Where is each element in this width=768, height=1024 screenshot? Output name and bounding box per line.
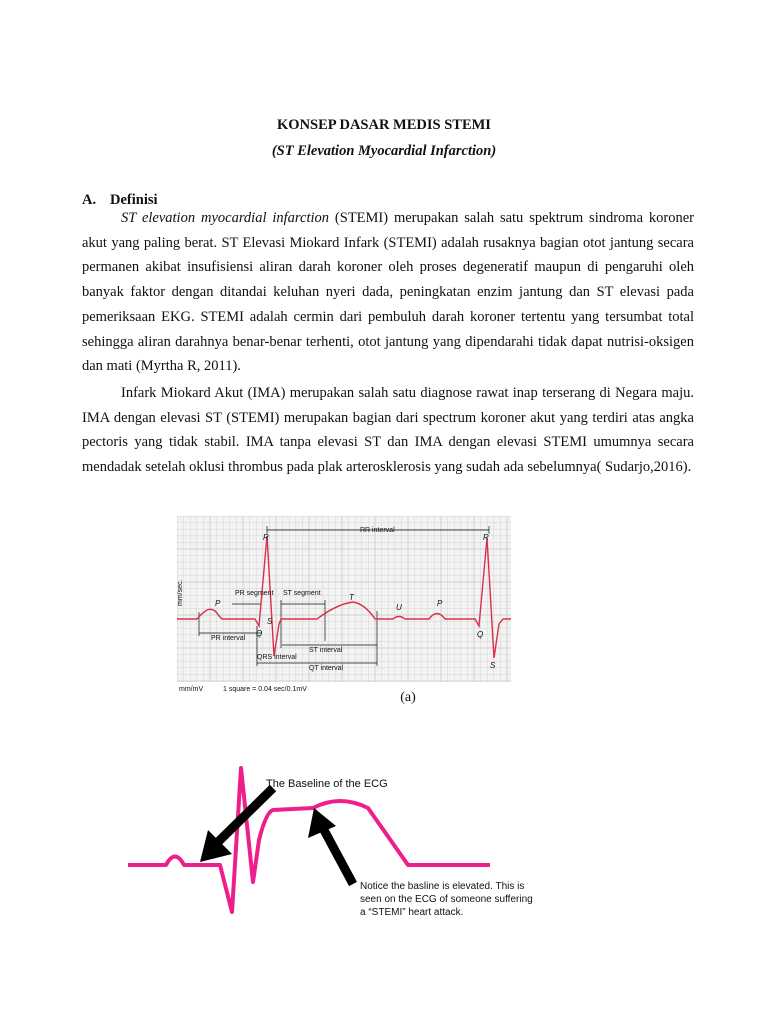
label-q: Q — [256, 629, 263, 638]
document-subtitle: (ST Elevation Myocardial Infarction) — [271, 143, 497, 159]
arrow-up-icon — [308, 808, 353, 884]
label-pr-interval: PR interval — [211, 635, 246, 642]
label-footer-left: mm/mV — [179, 686, 204, 693]
label-qt-interval: QT interval — [309, 665, 344, 672]
section-title: Definisi — [110, 192, 158, 208]
figure-a-caption: (a) — [400, 690, 416, 705]
document-title: KONSEP DASAR MEDIS STEMI — [277, 117, 491, 133]
label-st-segment: ST segment — [283, 590, 321, 597]
paragraph-2 — [82, 381, 694, 480]
label-qrs-interval: QRS interval — [257, 654, 297, 661]
section-number: A. — [82, 192, 97, 208]
label-s: S — [267, 617, 273, 626]
paragraph-1 — [82, 206, 694, 379]
label-q-2: Q — [477, 630, 484, 639]
label-r-2: R — [483, 533, 489, 542]
label-p: P — [215, 599, 221, 608]
baseline-label: The Baseline of the ECG — [266, 778, 388, 790]
label-footer-right: 1 square = 0.04 sec/0.1mV — [223, 686, 307, 693]
label-p-2: P — [437, 599, 443, 608]
ecg-diagram-a — [177, 516, 511, 694]
label-st-interval: ST interval — [309, 647, 343, 654]
label-t: T — [349, 593, 354, 602]
note-line-2: seen on the ECG of someone suffering — [360, 894, 533, 905]
label-pr-segment: PR segment — [235, 590, 274, 597]
paragraph-1-text: (STEMI) merupakan salah satu spektrum sindroma koroner akut yang paling berat. ST Elevasi Miokard Infark (STEMI) adalah rusaknya bagian otot jantung secara permanen akibat insufisiensi aliran darah koroner oleh proses degeneratif maupun di pengaruhi oleh banyak faktor dengan ditandai keluhan nyeri dada, peningkatan enzim jantung dan ST elevasi pada pemeriksaan EKG. STEMI adalah cermin dari pembuluh darah koroner tertentu yang tersumbat total sehingga aliran darahnya benar-benar terhenti, otot jantung yang dipendarahi tidak dapat nutrisi-oksigen dan mati (Myrtha R, 2011). — [82, 210, 694, 375]
ecg-diagram-b — [128, 752, 566, 932]
label-rr-interval: RR interval — [360, 527, 395, 534]
paragraph-1-lead: ST elevation myocardial infarction — [121, 210, 330, 226]
paragraph-2-text: Infark Miokard Akut (IMA) merupakan salah satu diagnose rawat inap terserang di Negara maju. IMA dengan elevasi ST (STEMI) merupakan bagian dari spectrum koroner akut yang terdiri atas angka pectoris yang tidak stabil. IMA tanpa elevasi ST dan IMA dengan elevasi STEMI umumnya secara mendadak setelah oklusi thrombus pada plak arterosklerosis yang sudah ada sebelumnya( Sudarjo,2016). — [82, 385, 694, 476]
label-y-axis: mm/sec. — [177, 579, 184, 606]
label-s-2: S — [490, 661, 496, 670]
label-u: U — [396, 603, 402, 612]
label-r: R — [263, 533, 269, 542]
note-line-1: Notice the basline is elevated. This is — [360, 881, 525, 892]
note-line-3: a “STEMI” heart attack. — [360, 907, 464, 918]
